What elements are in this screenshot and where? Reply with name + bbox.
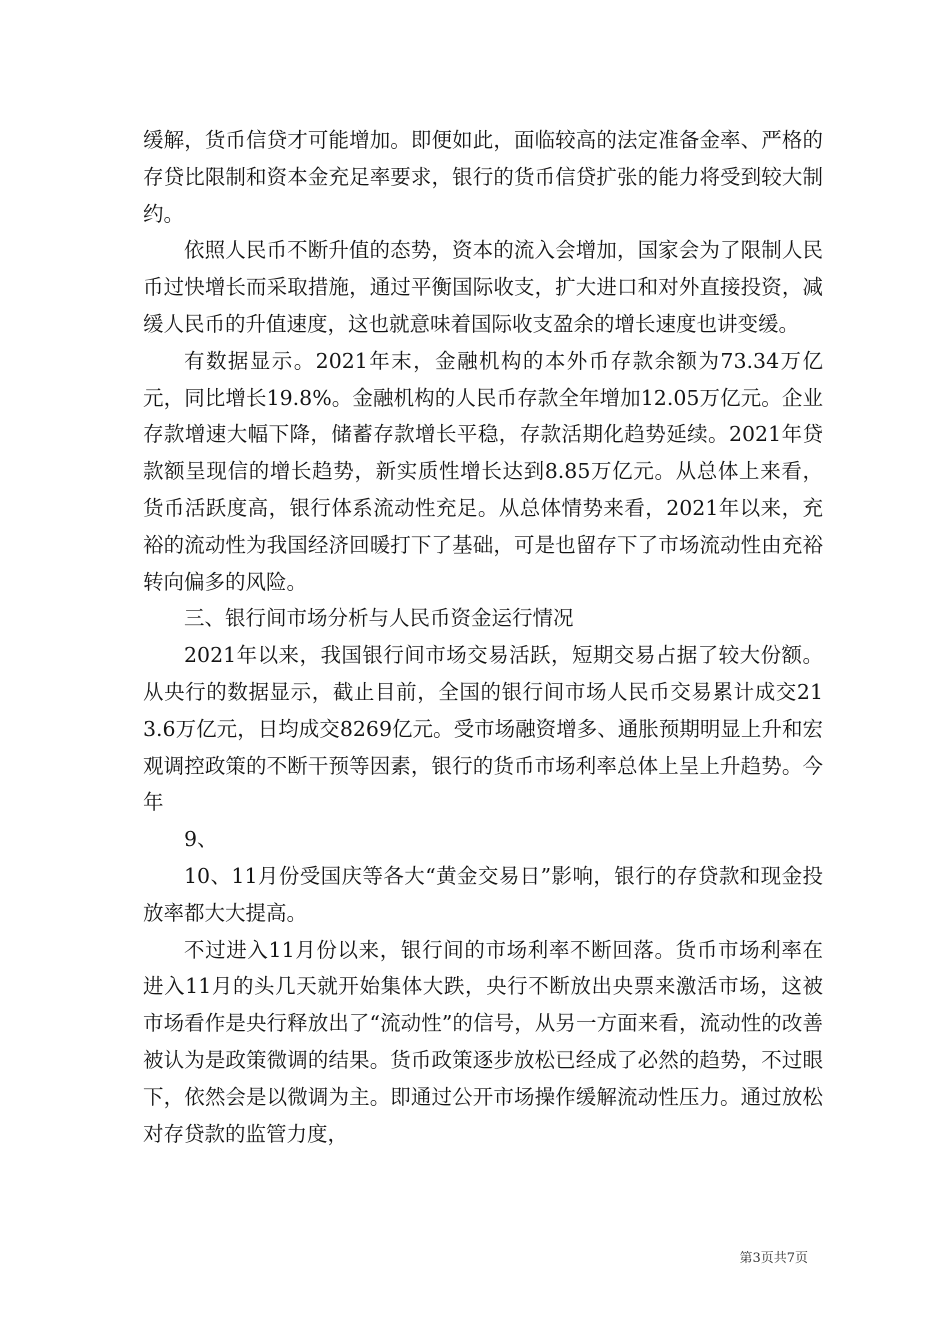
paragraph-rate-decline: 不过进入11月份以来，银行间的市场利率不断回落。货币市场利率在进入11月的头几天就开始集体大跌，央行不断放出央票来激活市场，这被市场看作是央行释放出了“流动性”的信号，从另一方面来看，流动性的改善被认为是政策微调的结果。货币政策逐步放松已经成了必然的趋势，不过眼下，依然会是以微调为主。即通过公开市场操作缓解流动性压力。通过放松对存贷款的监管力度， (143, 937, 823, 1146)
page-number: 第3页共7页 (739, 1251, 808, 1266)
section-heading: 三、银行间市场分析与人民币资金运行情况 (184, 606, 574, 631)
paragraph-fragment-9: 9、 (184, 827, 218, 852)
body-text (143, 122, 823, 1152)
paragraph-continuation: 缓解，货币信贷才可能增加。即便如此，面临较高的法定准备金率、严格的存贷比限制和资本金充足率要求，银行的货币信贷扩张的能力将受到较大制约。 (143, 128, 823, 226)
paragraph-deposit-data: 有数据显示。2021年末，金融机构的本外币存款余额为73.34万亿元，同比增长19.8%。金融机构的人民币存款全年增加12.05万亿元。企业存款增速大幅下降，储蓄存款增长平稳，存款活期化趋势延续。2021年贷款额呈现信的增长趋势，新实质性增长达到8.85万亿元。从总体上来看，货币活跃度高，银行体系流动性充足。从总体情势来看，2021年以来，充裕的流动性为我国经济回暖打下了基础，可是也留存下了市场流动性由充裕转向偏多的风险。 (143, 348, 823, 594)
paragraph-golden-week: 10、11月份受国庆等各大“黄金交易日”影响，银行的存贷款和现金投放率都大大提高。 (143, 863, 823, 925)
paragraph-rmb-appreciation: 依照人民币不断升值的态势，资本的流入会增加，国家会为了限制人民币过快增长而采取措施，通过平衡国际收支，扩大进口和对外直接投资，减缓人民币的升值速度，这也就意味着国际收支盈余的增长速度也讲变缓。 (143, 238, 823, 336)
paragraph-interbank-market: 2021年以来，我国银行间市场交易活跃，短期交易占据了较大份额。从央行的数据显示，截止目前，全国的银行间市场人民币交易累计成交213.6万亿元，日均成交8269亿元。受市场融资增多、通胀预期明显上升和宏观调控政策的不断干预等因素，银行的货币市场利率总体上呈上升趋势。今年 (143, 643, 823, 815)
